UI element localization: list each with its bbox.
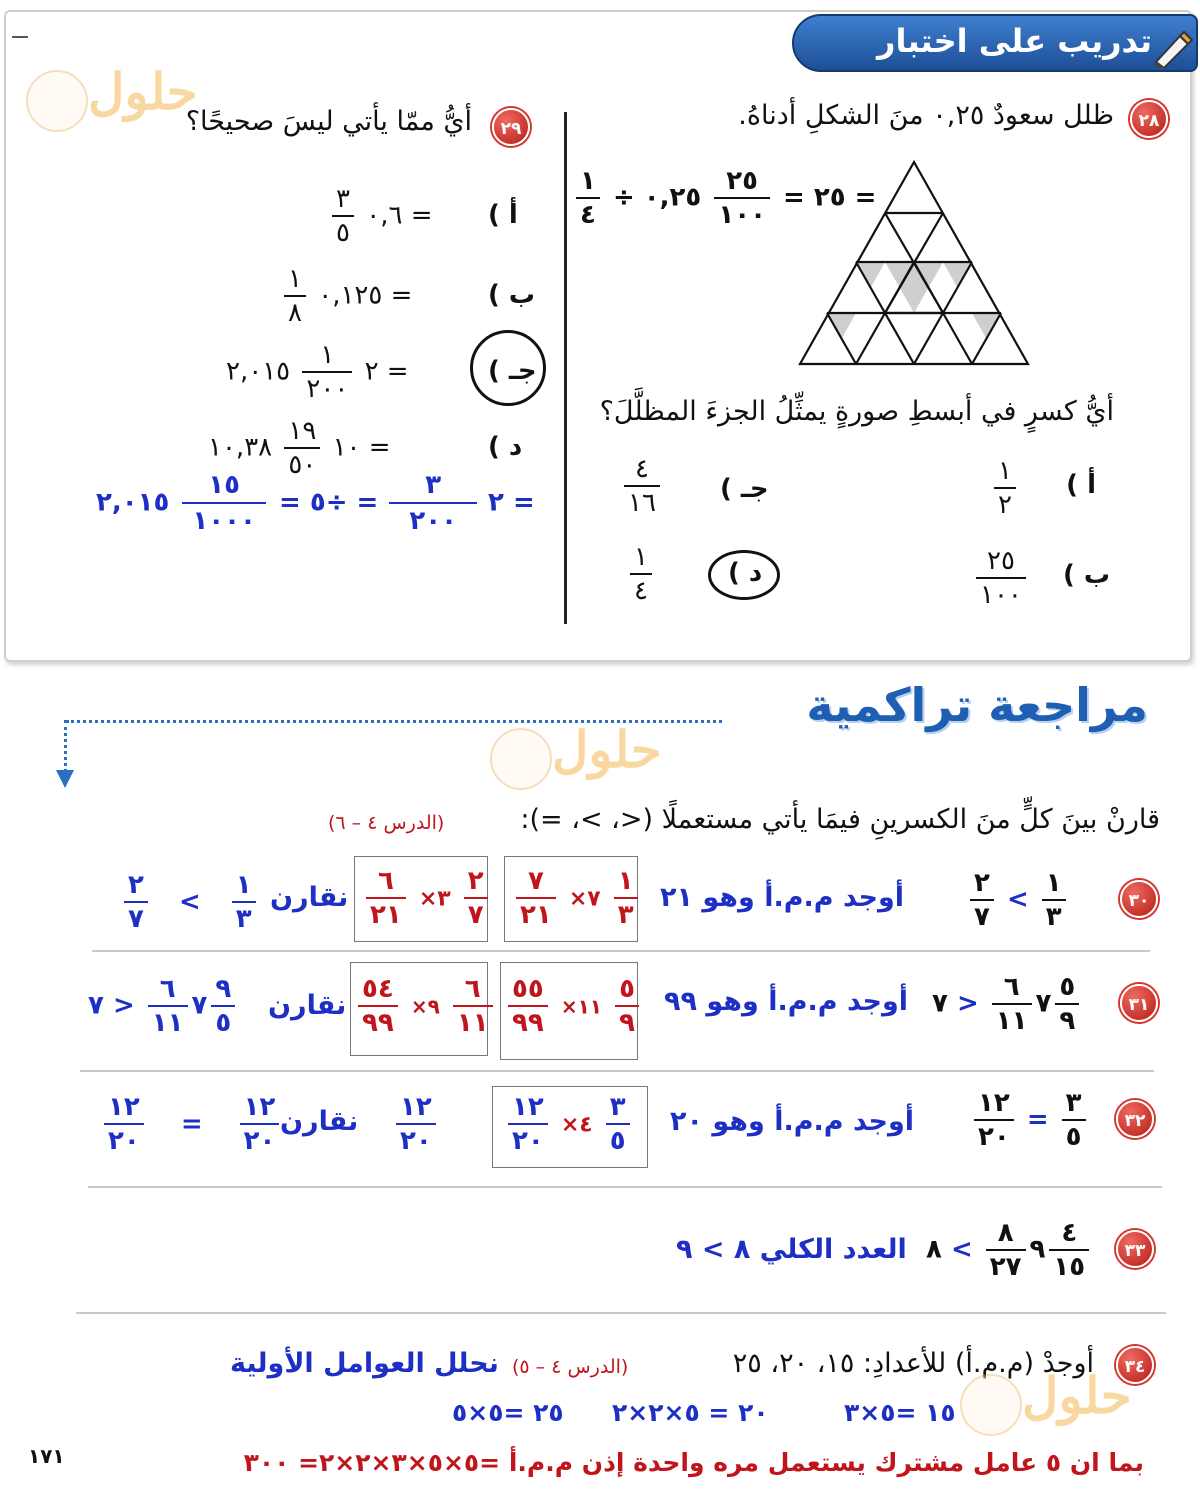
question-number-badge: ٢٨ xyxy=(1130,100,1168,138)
option-c-fraction: $\frac{٤}{١٦}$ xyxy=(620,456,664,516)
option-label-d: د ) xyxy=(488,432,523,462)
option-d-equation: ١٠ $\frac{١٩}{٥٠}$ ١٠,٣٨ = xyxy=(208,416,391,480)
question-prompt: أيُّ ممّا يأتي ليسَ صحيحًا؟ xyxy=(185,106,472,137)
option-a-equation: $\frac{٣}{٥}$ ٠,٦ = xyxy=(328,186,433,246)
question-number-badge: ٣١ xyxy=(1120,984,1158,1022)
work-box-content: $\frac{٧}{٢١}$ ×٧ $\frac{١}{٣}$ xyxy=(512,868,642,928)
prime-factorization: ٢٠ = ٥×٢×٢ xyxy=(612,1398,769,1427)
page-number: ١٧١ xyxy=(28,1444,65,1468)
question-number-badge: ٣٢ xyxy=(1116,1100,1154,1138)
test-practice-title: تدريب على اختبار xyxy=(877,22,1152,60)
prime-factorization: ٢٥ =٥×٥ xyxy=(452,1398,564,1427)
option-label-c: جـ ) xyxy=(720,474,769,504)
question-prompt: أوجدْ (م.م.أ) للأعدادِ: ١٥، ٢٠، ٢٥ xyxy=(732,1348,1094,1379)
test-practice-banner xyxy=(792,14,1198,72)
option-d-fraction: $\frac{١}{٤}$ xyxy=(626,544,656,604)
row-divider xyxy=(92,950,1150,952)
work-box-content: $\frac{١٢}{٢٠}$ ×٤ $\frac{٣}{٥}$ xyxy=(504,1094,634,1154)
review-instruction: قارنْ بينَ كلٍّ منَ الكسرينِ فيمَا يأتي مستعملًا (<، >، =): xyxy=(520,804,1160,835)
question-number-badge: ٢٩ xyxy=(492,108,530,146)
comparison-expression: $\frac{٢}{٧}$ < $\frac{١}{٣}$ xyxy=(966,870,1070,930)
option-b-fraction: $\frac{٢٥}{١٠٠}$ xyxy=(972,548,1030,608)
option-label-b: ب ) xyxy=(1062,560,1110,590)
option-label-d: د ) xyxy=(728,558,763,588)
handwritten-work-q29: ٢ $\frac{٣}{٢٠٠}$ = ÷٥ = $\frac{١٥}{١٠٠٠}$ ٢,٠١٥ = xyxy=(96,470,535,536)
comparison-expression: ٩ $\frac{٨}{٢٧}$ > ٨ $\frac{٤}{١٥}$ xyxy=(926,1220,1093,1280)
whole-number-note: العدد الكلي ٨ > ٩ xyxy=(676,1234,907,1265)
compare-label: نقارن xyxy=(270,882,349,913)
corner-dash xyxy=(12,36,28,38)
hint-text: نحلل العوامل الأولية xyxy=(230,1348,499,1379)
watermark-logo: حلول xyxy=(490,720,710,800)
prime-factorization: ١٥ =٥×٣ xyxy=(844,1398,956,1427)
watermark-logo: حلول xyxy=(960,1366,1180,1446)
option-label-a: أ ) xyxy=(488,200,518,230)
lcd-text: أوجد م.م.أ وهو ٢١ xyxy=(660,882,905,913)
lesson-reference: (الدرس ٤ – ٦) xyxy=(328,812,445,834)
option-c-equation: ٢ $\frac{١}{٢٠٠}$ ٢,٠١٥ = xyxy=(226,340,409,404)
row-divider xyxy=(76,1312,1166,1314)
single-fraction: $\frac{١٢}{٢٠}$ xyxy=(392,1094,440,1154)
compare-result: $\frac{٢}{٧}$ < $\frac{١}{٣}$ xyxy=(120,872,260,932)
question-number-badge: ٣٤ xyxy=(1116,1346,1154,1384)
watermark-logo: حلول xyxy=(26,62,246,142)
work-box-content: $\frac{٥٤}{٩٩}$ ×٩ $\frac{٦}{١١}$ xyxy=(354,976,497,1036)
decimal-conversion-work: $\frac{١}{٤}$ ÷ ٢٥ = $\frac{٢٥}{١٠٠}$ ٠,٢٥ = xyxy=(572,168,876,228)
lcd-text: أوجد م.م.أ وهو ٢٠ xyxy=(670,1106,915,1137)
question-number-badge: ٣٠ xyxy=(1120,880,1158,918)
question-subprompt: أيُّ كسرٍ في أبسطِ صورةٍ يمثِّلُ الجزءَ المظلَّلَ؟ xyxy=(599,396,1114,427)
compare-result: $\frac{١٢}{٢٠}$ = $\frac{١٢}{٢٠}$ xyxy=(100,1094,283,1154)
lcm-conclusion: بما ان ٥ عامل مشترك يستعمل مره واحدة إذن م.م.أ =٥×٥×٣×٢×٢= ٣٠٠ xyxy=(243,1448,1144,1477)
shaded-triangle-figure xyxy=(798,160,1030,366)
row-divider xyxy=(80,1070,1154,1072)
option-label-a: أ ) xyxy=(1066,470,1096,500)
dotted-guide-line xyxy=(66,720,722,723)
comparison-expression: ٧ $\frac{٦}{١١}$ < ٧ $\frac{٥}{٩}$ xyxy=(932,974,1083,1034)
compare-label: نقارن xyxy=(280,1106,359,1137)
comparison-expression: $\frac{١٢}{٢٠}$ = $\frac{٣}{٥}$ xyxy=(970,1090,1090,1150)
option-label-c: جـ ) xyxy=(488,356,537,386)
question-prompt: ظلل سعودٌ ٠,٢٥ منَ الشكلِ أدناهُ. xyxy=(738,100,1114,131)
lcd-text: أوجد م.م.أ وهو ٩٩ xyxy=(664,986,909,1017)
option-b-equation: $\frac{١}{٨}$ ٠,١٢٥ = xyxy=(280,266,412,326)
option-a-fraction: $\frac{١}{٢}$ xyxy=(990,458,1020,518)
lesson-reference: (الدرس ٤ – ٥) xyxy=(512,1356,629,1378)
dotted-guide-line xyxy=(64,720,67,772)
pencil-icon xyxy=(1150,28,1194,68)
compare-label: نقارن xyxy=(268,990,347,1021)
work-box-content: $\frac{٦}{٢١}$ ×٣ $\frac{٢}{٧}$ xyxy=(362,868,492,928)
section-title: مراجعة تراكمية xyxy=(806,678,1148,732)
row-divider xyxy=(88,1186,1162,1188)
arrow-down-icon xyxy=(56,770,74,788)
column-divider xyxy=(564,112,567,624)
question-number-badge: ٣٣ xyxy=(1116,1230,1154,1268)
work-box-content: $\frac{٥٥}{٩٩}$ ×١١ $\frac{٥}{٩}$ xyxy=(504,976,643,1036)
compare-result: ٧ $\frac{٦}{١١}$ < ٧ $\frac{٩}{٥}$ xyxy=(88,976,239,1036)
option-label-b: ب ) xyxy=(488,280,536,310)
